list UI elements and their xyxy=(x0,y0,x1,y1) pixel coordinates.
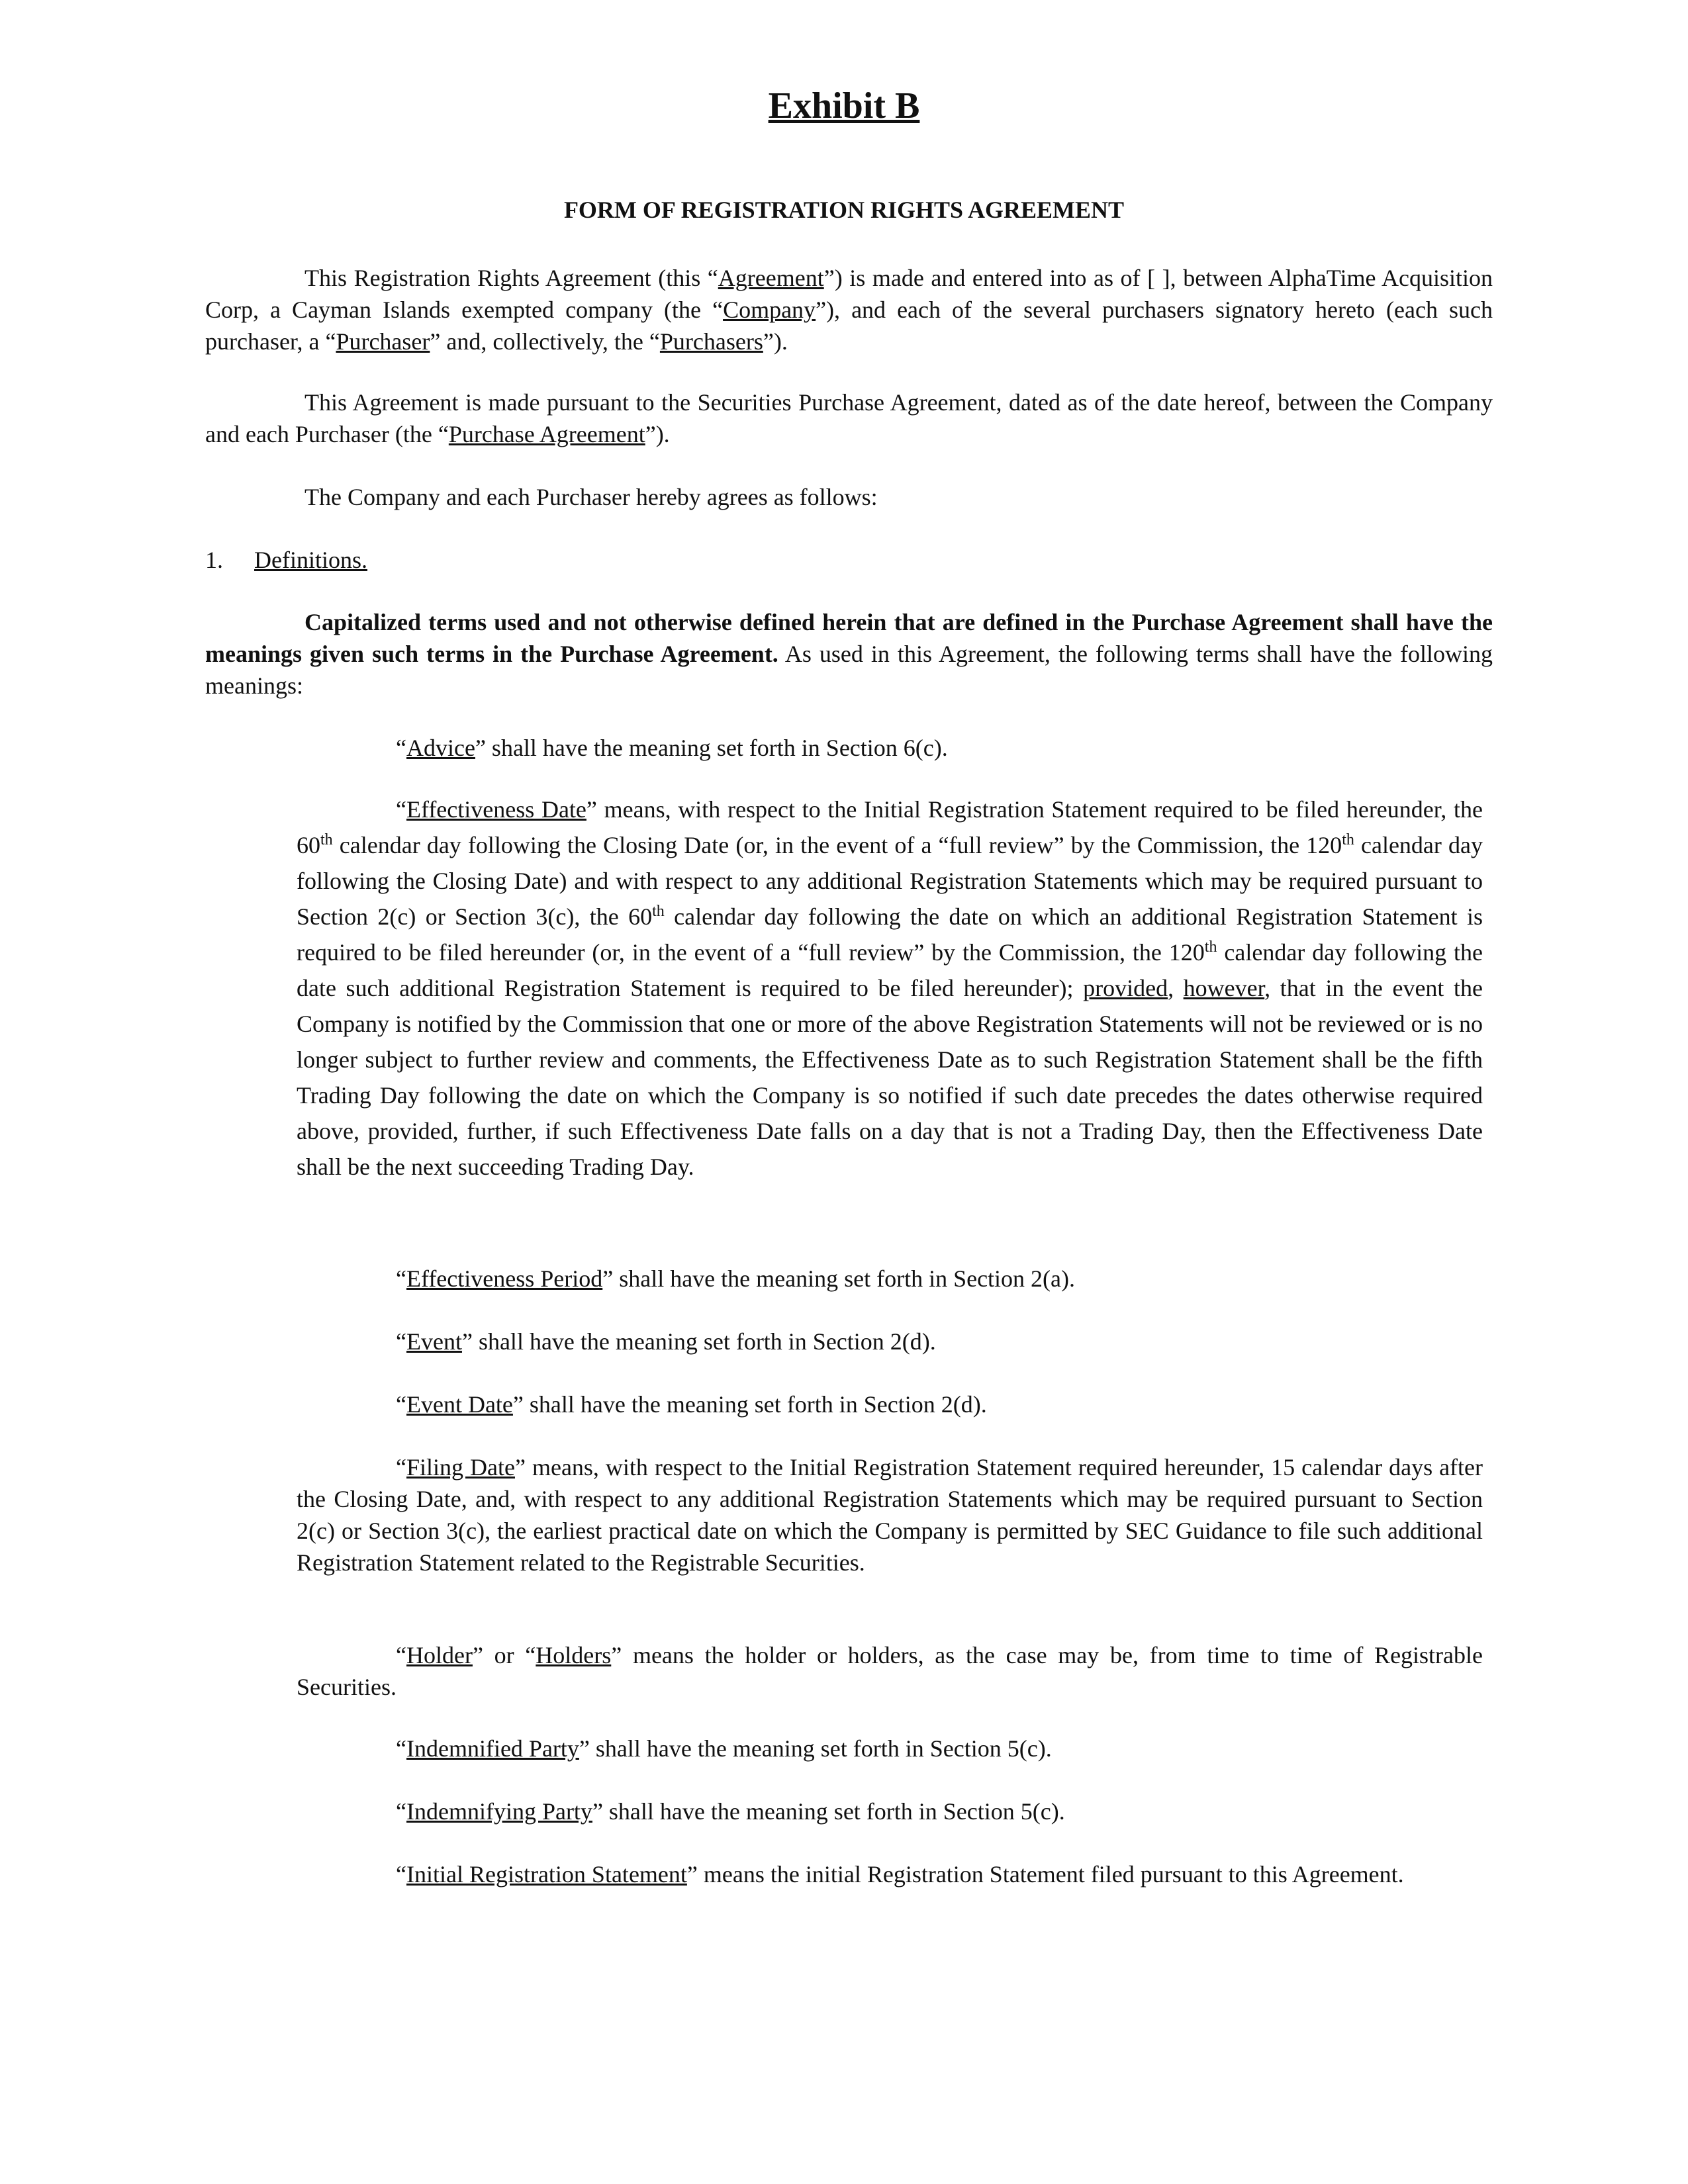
defined-term: Effectiveness Period xyxy=(406,1265,603,1292)
defined-term-purchase-agreement: Purchase Agreement xyxy=(448,421,645,447)
defined-term-company: Company xyxy=(723,296,816,323)
definition-holder: “Holder” or “Holders” means the holder or holders, as the case may be, from time to time of Registrable Securities. xyxy=(297,1642,1483,1700)
defined-term: Event Date xyxy=(406,1391,513,1418)
exhibit-title: Exhibit B xyxy=(768,85,920,126)
however-term: however xyxy=(1183,975,1265,1001)
form-title: FORM OF REGISTRATION RIGHTS AGREEMENT xyxy=(563,197,1125,223)
defined-term: Holders xyxy=(536,1642,612,1668)
intro-paragraph-2: This Agreement is made pursuant to the Securities Purchase Agreement, dated as of the date hereof, between the Company and each Purchaser (the “Purchase Agreement”). xyxy=(205,389,1493,447)
definition-advice: “Advice” shall have the meaning set forth in Section 6(c). xyxy=(396,735,948,761)
definition-event-date: “Event Date” shall have the meaning set forth in Section 2(d). xyxy=(396,1391,987,1418)
definitions-intro-bold: Capitalized terms used and not otherwise defined herein that are defined in the Purchase Agreement shall have the meanings given such terms in the Purchase Agreement. xyxy=(205,609,1493,667)
defined-term: Indemnifying Party xyxy=(406,1798,592,1825)
defined-term: Event xyxy=(406,1328,462,1355)
defined-term: Advice xyxy=(406,735,475,761)
defined-term-purchasers: Purchasers xyxy=(659,328,763,355)
definition-initial-registration-statement: “Initial Registration Statement” means the initial Registration Statement filed pursuant to this Agreement. xyxy=(396,1861,1404,1888)
intro-paragraph-1: This Registration Rights Agreement (this “Agreement”) is made and entered into as of [ ], between AlphaTime Acquisition Corp, a Cayman Islands exempted company (the “Company”), and each of the several purchasers signatory hereto (each such purchaser, a “Purchaser” and, collectively, the “Purchasers”). xyxy=(205,265,1493,355)
section-title: Definitions. xyxy=(254,547,367,573)
definition-effectiveness-date: “Effectiveness Date” means, with respect to the Initial Registration Statement required to be filed hereunder, the 60th calendar day following the Closing Date (or, in the event of a “full review” by the Commission, the 120th calendar day following the Closing Date) and with respect to any additional Registration Statements which may be required pursuant to Section 2(c) or Section 3(c), the 60th calendar day following the date on which an additional Registration Statement is required to be filed hereunder (or, in the event of a “full review” by the Commission, the 120th calendar day following the date such additional Registration Statement is required to be filed hereunder); provided, however, that in the event the Company is notified by the Commission that one or more of the above Registration Statements will not be reviewed or is no longer subject to further review and comments, the Effectiveness Date as to such Registration Statement shall be the fifth Trading Day following the date on which the Company is so notified if such date precedes the dates otherwise required above, provided, further, if such Effectiveness Date falls on a day that is not a Trading Day, then the Effectiveness Date shall be the next succeeding Trading Day. xyxy=(297,796,1483,1180)
definition-effectiveness-period: “Effectiveness Period” shall have the meaning set forth in Section 2(a). xyxy=(396,1265,1076,1292)
definition-indemnified-party: “Indemnified Party” shall have the meaning set forth in Section 5(c). xyxy=(396,1735,1052,1762)
definition-indemnifying-party: “Indemnifying Party” shall have the meaning set forth in Section 5(c). xyxy=(396,1798,1065,1825)
intro-paragraph-3: The Company and each Purchaser hereby agrees as follows: xyxy=(305,484,878,510)
defined-term: Initial Registration Statement xyxy=(406,1861,687,1888)
definition-filing-date: “Filing Date” means, with respect to the Initial Registration Statement required hereunder, 15 calendar days after the Closing Date, and, with respect to any additional Registration Statements which may be required pursuant to Section 2(c) or Section 3(c), the earliest practical date on which the Company is permitted by SEC Guidance to file such additional Registration Statement related to the Registrable Securities. xyxy=(297,1454,1483,1576)
defined-term: Filing Date xyxy=(406,1454,515,1480)
defined-term: Indemnified Party xyxy=(406,1735,579,1762)
defined-term: Holder xyxy=(406,1642,473,1668)
defined-term-purchaser: Purchaser xyxy=(336,328,430,355)
definitions-intro: Capitalized terms used and not otherwise defined herein that are defined in the Purchase Agreement shall have the meanings given such terms in the Purchase Agreement. As used in this Agreement, the following terms shall have the following meanings: xyxy=(205,609,1493,699)
definition-event: “Event” shall have the meaning set forth in Section 2(d). xyxy=(396,1328,936,1355)
defined-term: Effectiveness Date xyxy=(406,796,586,823)
provided-term: provided xyxy=(1083,975,1168,1001)
defined-term-agreement: Agreement xyxy=(718,265,824,291)
section-number: 1. xyxy=(205,547,223,573)
